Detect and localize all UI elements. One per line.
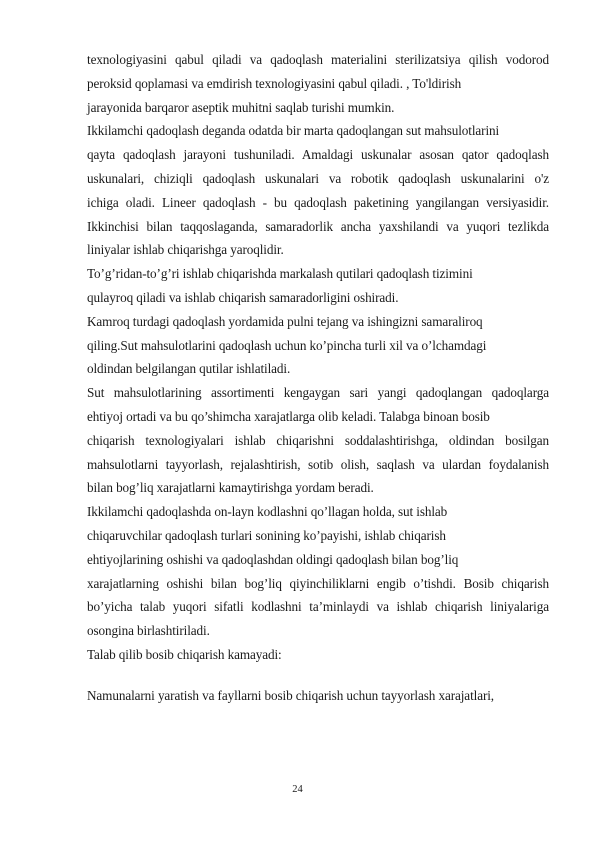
paragraph-gap	[87, 667, 549, 684]
paragraph-block-continued	[87, 684, 549, 708]
text-line: xarajatlarning oshishi bilan bog’liq qiyinchiliklarni engib o’tishdi. Bosib chiqarish	[87, 575, 549, 591]
text-line: texnologiyasini qabul qiladi va qadoqlash materialini sterilizatsiya qilish vodorod	[87, 52, 549, 67]
text-line: bilan bog’liq xarajatlarni kamaytirishga yordam beradi.	[87, 480, 374, 496]
text-line: peroksid qoplamasi va emdirish texnologiyasini qabul qiladi. , To'ldirish	[87, 75, 462, 91]
text-line: Kamroq turdagi qadoqlash yordamida pulni tejang va ishingizni samaraliroq	[87, 313, 483, 329]
text-line: chiqarish texnologiyalari ishlab chiqarishni soddalashtirishga, oldindan bosilgan	[87, 432, 549, 448]
text-line: bo’yicha talab yuqori sifatli kodlashni ta’minlaydi va ishlab chiqarish liniyalariga	[87, 599, 549, 615]
page-number: 24	[292, 784, 303, 795]
text-line: ichiga oladi. Lineer qadoqlash - bu qadoqlash paketining yangilangan versiyasidir.	[87, 194, 549, 210]
text-line: chiqaruvchilar qadoqlash turlari sonining ko’payishi, ishlab chiqarish	[87, 527, 446, 543]
text-line: qayta qadoqlash jarayoni tushuniladi. Amaldagi uskunalar asosan qator qadoqlash	[87, 147, 549, 163]
paragraph-block	[87, 48, 549, 667]
text-line: Ikkilamchi qadoqlash deganda odatda bir marta qadoqlangan sut mahsulotlarini	[87, 123, 500, 139]
text-line: ehtiyoj ortadi va bu qo’shimcha xarajatlarga olib keladi. Talabga binoan bosib	[87, 408, 490, 424]
text-line: osongina birlashtiriladi.	[87, 623, 210, 639]
text-line: qiling.Sut mahsulotlarini qadoqlash uchun ko’pincha turli xil va o’lchamdagi	[87, 337, 487, 353]
text-line: Ikkilamchi qadoqlashda on-layn kodlashni qo’llagan holda, sut ishlab	[87, 504, 448, 520]
text-line: Ikkinchisi bilan taqqoslaganda, samaradorlik ancha yaxshilandi va yuqori tezlikda	[87, 218, 549, 234]
text-line: ehtiyojlarining oshishi va qadoqlashdan oldingi qadoqlash bilan bog’liq	[87, 551, 459, 567]
text-line: mahsulotlarni tayyorlash, rejalashtirish, sotib olish, saqlash va ulardan foydalanish	[87, 456, 549, 472]
text-line: To’g’ridan-to’g’ri ishlab chiqarishda markalash qutilari qadoqlash tizimini	[87, 266, 473, 282]
text-line: uskunalari, chiziqli qadoqlash uskunalari va robotik qadoqlash uskunalarini o'z	[87, 170, 549, 186]
text-line: liniyalar ishlab chiqarishga yaroqlidir.	[87, 242, 284, 258]
text-line: qulayroq qiladi va ishlab chiqarish samaradorligini oshiradi.	[87, 289, 399, 305]
text-line: jarayonida barqaror aseptik muhitni saqlab turishi mumkin.	[87, 99, 395, 115]
text-line: Namunalarni yaratish va fayllarni bosib chiqarish uchun tayyorlash xarajatlari,	[87, 687, 494, 703]
text-line: oldindan belgilangan qutilar ishlatiladi.	[87, 361, 291, 377]
text-line: Sut mahsulotlarining assortimenti kengaygan sari yangi qadoqlangan qadoqlarga	[87, 385, 549, 401]
document-body	[87, 48, 549, 708]
text-line: Talab qilib bosib chiqarish kamayadi:	[87, 646, 282, 662]
